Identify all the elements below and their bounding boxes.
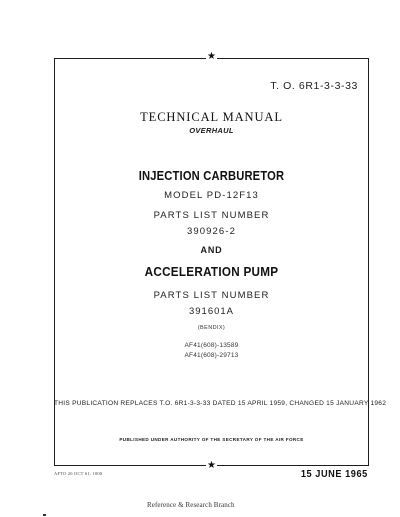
carburetor-model: MODEL PD-12F13 [164, 190, 259, 201]
manual-title: TECHNICAL MANUAL [140, 110, 283, 124]
contract-number: AF41(608)-29713 [184, 352, 239, 359]
form-number: AFTO 26 OCT 61, 1000 [54, 471, 103, 476]
carburetor-parts-list-number: 390926-2 [187, 226, 236, 237]
to-number: T. O. 6R1-3-3-33 [270, 80, 358, 92]
scan-speck [43, 514, 46, 516]
star-ornament-bottom-icon: ★ [207, 460, 216, 471]
carburetor-title: INJECTION CARBURETOR [138, 168, 285, 183]
pump-title: ACCELERATION PUMP [144, 264, 279, 279]
manufacturer-label: (BENDIX) [197, 325, 226, 331]
carburetor-parts-list-label: PARTS LIST NUMBER [153, 210, 270, 221]
pump-parts-list-number: 391601A [188, 306, 235, 317]
publication-date: 15 JUNE 1965 [301, 469, 368, 480]
conjunction-and: AND [200, 245, 223, 255]
star-ornament-top-icon: ★ [207, 51, 216, 62]
replaces-notice: THIS PUBLICATION REPLACES T.O. 6R1-3-3-33 DATED 15 APRIL 1959, CHANGED 15 JANUARY 1962 [54, 400, 387, 407]
manual-subtitle: OVERHAUL [189, 126, 234, 135]
pump-parts-list-label: PARTS LIST NUMBER [153, 290, 270, 301]
library-stamp: Reference & Research Branch [147, 501, 235, 509]
authority-line: PUBLISHED UNDER AUTHORITY OF THE SECRETARY OF THE AIR FORCE [119, 437, 304, 442]
contract-number: AF41(608)-13589 [184, 342, 239, 349]
